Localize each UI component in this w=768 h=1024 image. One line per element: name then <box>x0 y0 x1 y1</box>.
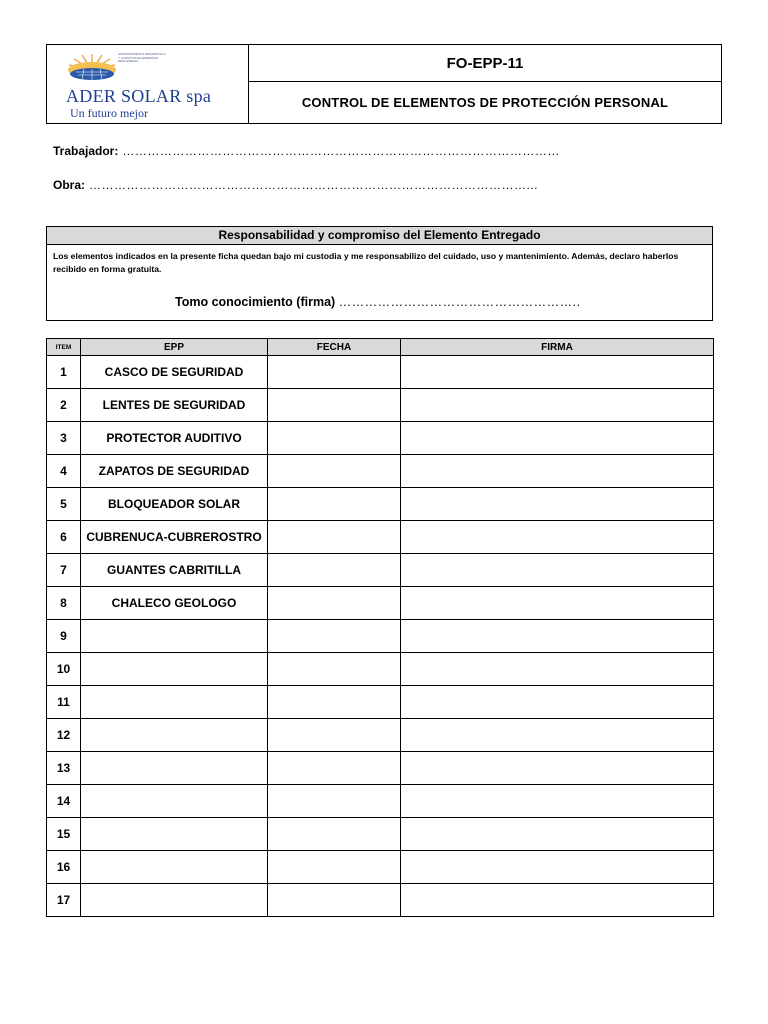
column-header-item: ITEM <box>47 339 81 356</box>
signature-cell[interactable] <box>401 389 714 422</box>
date-cell[interactable] <box>268 521 401 554</box>
table-row <box>47 554 714 587</box>
signature-cell[interactable] <box>401 686 714 719</box>
signature-cell[interactable] <box>401 422 714 455</box>
signature-line[interactable]: ……………………………………………….. <box>338 295 581 309</box>
signature-cell[interactable] <box>401 521 714 554</box>
date-cell[interactable] <box>268 653 401 686</box>
signature-cell[interactable] <box>401 884 714 917</box>
date-cell[interactable] <box>268 851 401 884</box>
date-cell[interactable] <box>268 884 401 917</box>
table-row <box>47 620 714 653</box>
site-line[interactable]: ……………………………………………………………………………………………... <box>89 178 539 192</box>
table-row <box>47 455 714 488</box>
date-cell[interactable] <box>268 422 401 455</box>
date-cell[interactable] <box>268 785 401 818</box>
table-row <box>47 521 714 554</box>
signature-cell[interactable] <box>401 488 714 521</box>
item-number-cell: 15 <box>47 818 81 851</box>
signature-cell[interactable] <box>401 851 714 884</box>
epp-name-cell <box>81 884 268 917</box>
responsibility-text: Los elementos indicados en la presente ficha quedan bajo mi custodia y me responsabilizo del cuidado, uso y mantenimiento. Además, declaro haberlos recibido en forma gratuita. <box>53 251 679 274</box>
epp-name-cell <box>81 719 268 752</box>
signature-cell[interactable] <box>401 554 714 587</box>
table-row <box>47 356 714 389</box>
date-cell[interactable] <box>268 389 401 422</box>
epp-table <box>46 338 714 917</box>
table-row <box>47 389 714 422</box>
company-name: ADER SOLAR spa <box>66 86 212 106</box>
signature-cell[interactable] <box>401 785 714 818</box>
table-row <box>47 653 714 686</box>
form-title: CONTROL DE ELEMENTOS DE PROTECCIÓN PERSONAL <box>248 81 722 124</box>
item-number-cell: 6 <box>47 521 81 554</box>
item-number-cell: 1 <box>47 356 81 389</box>
item-number-cell: 17 <box>47 884 81 917</box>
item-number-cell: 7 <box>47 554 81 587</box>
signature-cell[interactable] <box>401 356 714 389</box>
epp-name-cell <box>81 785 268 818</box>
epp-name-cell <box>81 620 268 653</box>
item-number-cell: 11 <box>47 686 81 719</box>
item-number-cell: 12 <box>47 719 81 752</box>
epp-name-cell: CHALECO GEOLOGO <box>81 587 268 620</box>
epp-table-body <box>47 356 714 917</box>
signature-cell[interactable] <box>401 587 714 620</box>
site-field[interactable] <box>53 178 538 192</box>
date-cell[interactable] <box>268 554 401 587</box>
date-cell[interactable] <box>268 818 401 851</box>
signature-cell[interactable] <box>401 653 714 686</box>
epp-name-cell: PROTECTOR AUDITIVO <box>81 422 268 455</box>
table-row <box>47 488 714 521</box>
epp-name-cell: BLOQUEADOR SOLAR <box>81 488 268 521</box>
item-number-cell: 14 <box>47 785 81 818</box>
epp-name-cell <box>81 752 268 785</box>
date-cell[interactable] <box>268 356 401 389</box>
date-cell[interactable] <box>268 620 401 653</box>
responsibility-heading: Responsabilidad y compromiso del Elemento Entregado <box>47 227 712 245</box>
item-number-cell: 4 <box>47 455 81 488</box>
epp-name-cell <box>81 653 268 686</box>
date-cell[interactable] <box>268 752 401 785</box>
item-number-cell: 5 <box>47 488 81 521</box>
column-header-firma: FIRMA <box>401 339 714 356</box>
epp-name-cell: CASCO DE SEGURIDAD <box>81 356 268 389</box>
table-row <box>47 587 714 620</box>
sun-logo-icon <box>66 52 118 84</box>
date-cell[interactable] <box>268 719 401 752</box>
date-cell[interactable] <box>268 587 401 620</box>
epp-name-cell <box>81 818 268 851</box>
date-cell[interactable] <box>268 455 401 488</box>
item-number-cell: 10 <box>47 653 81 686</box>
epp-name-cell: LENTES DE SEGURIDAD <box>81 389 268 422</box>
signature-cell[interactable] <box>401 719 714 752</box>
form-code: FO-EPP-11 <box>248 44 722 82</box>
table-row <box>47 719 714 752</box>
responsibility-box <box>46 226 713 321</box>
item-number-cell: 8 <box>47 587 81 620</box>
site-label: Obra: <box>53 178 86 192</box>
signature-cell[interactable] <box>401 752 714 785</box>
epp-name-cell: ZAPATOS DE SEGURIDAD <box>81 455 268 488</box>
table-row <box>47 818 714 851</box>
signature-cell[interactable] <box>401 818 714 851</box>
company-slogan: Un futuro mejor <box>70 106 148 120</box>
table-row <box>47 752 714 785</box>
table-row <box>47 686 714 719</box>
table-row <box>47 851 714 884</box>
date-cell[interactable] <box>268 488 401 521</box>
table-row <box>47 884 714 917</box>
item-number-cell: 9 <box>47 620 81 653</box>
epp-name-cell <box>81 851 268 884</box>
worker-field[interactable] <box>53 144 560 158</box>
item-number-cell: 2 <box>47 389 81 422</box>
item-number-cell: 16 <box>47 851 81 884</box>
signature-cell[interactable] <box>401 455 714 488</box>
epp-name-cell: CUBRENUCA-CUBREROSTRO <box>81 521 268 554</box>
column-header-epp: EPP <box>81 339 268 356</box>
item-number-cell: 3 <box>47 422 81 455</box>
signature-label: Tomo conocimiento (firma) <box>175 295 336 309</box>
acknowledgement-signature[interactable] <box>175 295 581 309</box>
worker-label: Trabajador: <box>53 144 119 158</box>
table-row <box>47 422 714 455</box>
epp-name-cell: GUANTES CABRITILLA <box>81 554 268 587</box>
signature-cell[interactable] <box>401 620 714 653</box>
table-header-row <box>47 339 714 356</box>
logo-small-text: ASESORAMIENTO DESARROLLO Y LOGÍSTICA EN ENERGÍAS RENOVABLES <box>118 52 166 64</box>
table-row <box>47 785 714 818</box>
item-number-cell: 13 <box>47 752 81 785</box>
worker-line[interactable]: …………………………………………………………………………………………… <box>122 144 560 158</box>
epp-name-cell <box>81 686 268 719</box>
column-header-fecha: FECHA <box>268 339 401 356</box>
date-cell[interactable] <box>268 686 401 719</box>
